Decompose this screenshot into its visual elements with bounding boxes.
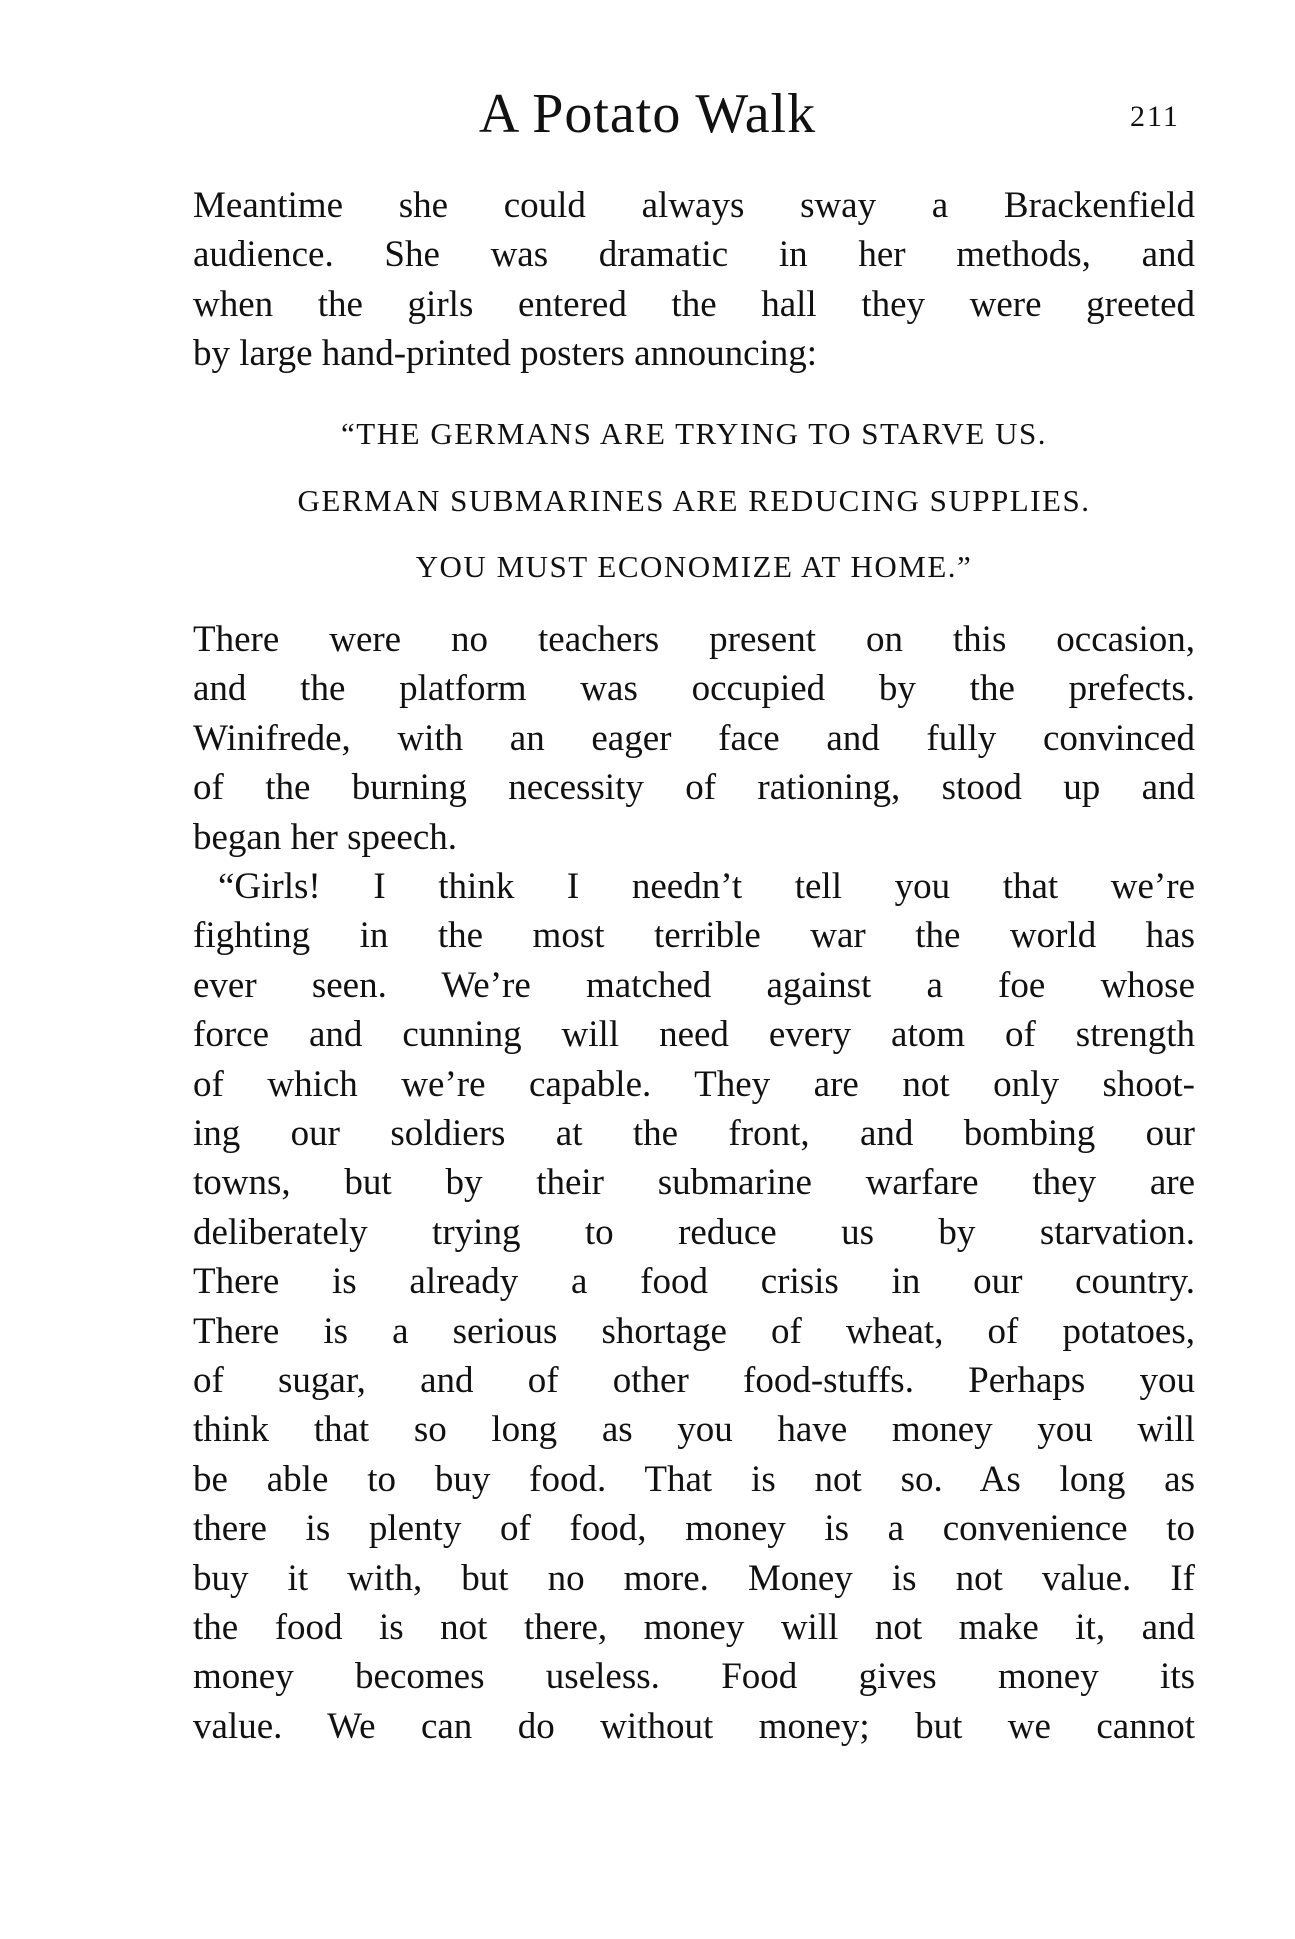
text-line: money becomes useless. Food gives money its	[193, 1656, 1195, 1698]
text-line: of which we’re capable. They are not only shoot-	[193, 1063, 1195, 1105]
poster-line: GERMAN SUBMARINES ARE REDUCING SUPPLIES.	[297, 483, 1091, 518]
text-line: Meantime she could always sway a Brackenfield	[193, 185, 1195, 226]
text-line: and the platform was occupied by the prefects.	[193, 668, 1195, 710]
text-line: There were no teachers present on this occasion,	[193, 619, 1195, 660]
text-line: the food is not there, money will not make it, and	[193, 1607, 1195, 1648]
text-line: there is plenty of food, money is a convenience to	[193, 1508, 1195, 1550]
text-line: value. We can do without money; but we cannot	[193, 1705, 1195, 1747]
text-line: deliberately trying to reduce us by starvation.	[193, 1211, 1195, 1253]
text-line: began her speech.	[193, 816, 458, 858]
text-line: think that so long as you have money you will	[193, 1409, 1195, 1451]
text-line: Winifrede, with an eager face and fully convinced	[193, 717, 1195, 759]
text-line: by large hand-printed posters announcing:	[193, 333, 818, 375]
text-line: be able to buy food. That is not so. As long as	[193, 1458, 1195, 1500]
text-line: of sugar, and of other food-stuffs. Perhaps you	[193, 1360, 1195, 1401]
text-line: “Girls! I think I needn’t tell you that we’re	[218, 866, 1195, 907]
text-line: ever seen. We’re matched against a foe whose	[193, 964, 1195, 1006]
text-line: when the girls entered the hall they were greeted	[193, 283, 1195, 325]
text-line: fighting in the most terrible war the world has	[193, 915, 1195, 957]
text-line: force and cunning will need every atom of strength	[193, 1014, 1195, 1056]
page-number: 211	[1130, 100, 1180, 133]
text-line: There is a serious shortage of wheat, of potatoes,	[193, 1310, 1195, 1352]
poster-line: “THE GERMANS ARE TRYING TO STARVE US.	[341, 416, 1047, 451]
text-line: towns, but by their submarine warfare they are	[193, 1162, 1195, 1204]
text-line: buy it with, but no more. Money is not value. If	[193, 1557, 1195, 1599]
poster-line: YOU MUST ECONOMIZE AT HOME.”	[415, 549, 973, 584]
text-line: audience. She was dramatic in her methods, and	[193, 234, 1195, 276]
text-line: of the burning necessity of rationing, stood up and	[193, 767, 1195, 809]
running-head-title: A Potato Walk	[478, 83, 817, 145]
text-line: There is already a food crisis in our country.	[193, 1261, 1195, 1303]
text-line: ing our soldiers at the front, and bombing our	[193, 1113, 1195, 1154]
